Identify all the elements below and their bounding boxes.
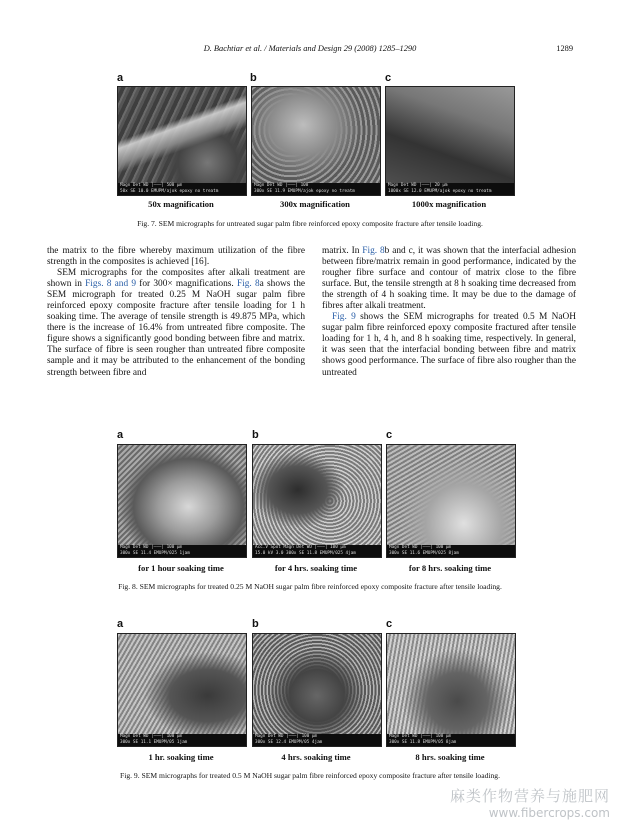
micrograph-info-bar: Magn Det WD |———| 100 µm 300x SE 11.4 EMUPM/025 1jam [118,545,246,557]
fig7-label-b: 300x magnification [280,199,350,209]
micrograph-info-bar: Magn Det WD |———| 100 µm 300x SE 11.1 EMUPM/05 1jam [118,734,246,746]
body-column-left [47,246,305,379]
fig9-micrograph-b [252,633,382,747]
site-watermark [450,785,610,820]
fig7-micrograph-b [251,86,381,196]
fig9-label-b: 4 hrs. soaking time [281,752,351,762]
fig8-micrograph-b [252,444,382,558]
fig8-panel-letter-a: a [117,429,124,441]
page-number: 1289 [556,44,573,53]
fig7-label-c: 1000x magnification [411,199,487,209]
micrograph-info-bar: Magn Det WD |———| 100 300x SE 11.9 EMUPM/ajok epoxy no treatm [252,183,380,195]
fig7-micrograph-a [117,86,247,196]
fig8-micrograph-a [117,444,247,558]
fig9-panel-letter-b: b [252,618,259,630]
paragraph: Fig. 9 shows the SEM micrographs for treated 0.5 M NaOH sugar palm fibre reinforced epoxy composite fractured after tensile loading for 1 h, 4 h, and 8 h soaking time, respectively. In general, it was seen that the interfacial bonding between fibre and matrix shows good performance. The surface of fibre also rougher than the untreated [322,312,576,378]
paragraph: SEM micrographs for the composites after alkali treatment are shown in Figs. 8 and 9 for 300× magnifications. Fig. 8a shows the SEM micrograph for treated 0.25 M NaOH sugar palm fibre reinforced epoxy composite fracture after tensile loading for 1 h soaking time. The average of tensile strength is 49.875 MPa, which there is the increase of 16.4% from untreated fibre composite. The figure shows a significantly good bonding between fibre and matrix. The surface of fibre is seen rougher than untreated fibre composite sample and it may be attributed to the enhancement of the bonding strength between fibre and [47,268,306,378]
fig8-label-b: for 4 hrs. soaking time [274,563,358,573]
fig7-micrograph-c [385,86,515,196]
figure-reference-link[interactable]: Figs. 8 and 9 [85,279,137,290]
micrograph-info-bar: Magn Det WD |———| 100 µm 300x SE 12.4 EMUPM/05 4jam [253,734,381,746]
fig8-panel-letter-b: b [252,429,259,441]
paragraph: matrix. In Fig. 8b and c, it was shown that the interfacial adhesion between fibre/matrix remain in good performance, indicated by the rougher fibre surface and contour of matrix close to the fibre surface. But, the tensile strength at 8 h soaking time decreased from the strength of 4 h soaking time. It may be due to the damage of fibres after alkali treatment. [322,246,576,312]
figure-reference-link[interactable]: Fig. 8 [362,246,385,256]
fig9-label-a: 1 hr. soaking time [148,752,214,762]
fig8-panel-letter-c: c [386,429,393,441]
fig8-label-c: for 8 hrs. soaking time [408,563,492,573]
micrograph-info-bar: Magn Det WD |———| 20 µm 1000x SE 12.0 EMUPM/ajok epoxy no treatm [386,183,514,195]
figure-reference-link[interactable]: Fig. 9 [332,312,356,323]
fig9-panel-letter-a: a [117,618,124,630]
fig7-caption: Fig. 7. SEM micrographs for untreated sugar palm fibre reinforced epoxy composite fracture after tensile loading. [137,219,483,228]
fig8-caption: Fig. 8. SEM micrographs for treated 0.25 M NaOH sugar palm fibre reinforced epoxy composite fracture after tensile loading. [118,582,502,591]
fig8-label-a: for 1 hour soaking time [138,563,224,573]
fig9-micrograph-c [386,633,516,747]
watermark-url: www.fibercrops.com [488,806,610,820]
fig7-panel-letter-a: a [117,72,124,84]
fig7-label-a: 50x magnification [148,199,214,209]
fig8-micrograph-c [386,444,516,558]
fig9-caption: Fig. 9. SEM micrographs for treated 0.5 M NaOH sugar palm fibre reinforced epoxy composite fracture after tensile loading. [120,771,500,780]
watermark-cn-text: 麻类作物营养与施肥网 [449,787,610,805]
fig9-panel-letter-c: c [386,618,393,630]
body-column-right [322,246,576,379]
fig7-panel-letter-b: b [250,72,257,84]
fig9-label-c: 8 hrs. soaking time [415,752,485,762]
fig7-panel-letter-c: c [385,72,392,84]
micrograph-info-bar: Magn Det WD |———| 100 µm 300x SE 11.8 EMUPM/05 8jam [387,734,515,746]
micrograph-info-bar: Acc.V Spot Magn Det WD |———| 100 µm 15.0 kV 3.0 300x SE 11.8 EMUPM/025 4jam [253,545,381,557]
running-header [0,44,620,58]
journal-citation: D. Bachtiar et al. / Materials and Design 29 (2008) 1285–1290 [203,44,417,53]
paragraph: the matrix to the fibre whereby maximum utilization of the fibre strength in the composites is achieved [16]. [47,246,305,268]
micrograph-info-bar: Magn Det WD |———| 500 µm 50x SE 10.0 EMUPM/ajok epoxy no treatm [118,183,246,195]
fig9-micrograph-a [117,633,247,747]
figure-reference-link[interactable]: Fig. 8 [236,279,260,290]
micrograph-info-bar: Magn Det WD |———| 100 µm 300x SE 11.6 EMUPM/025 8jam [387,545,515,557]
